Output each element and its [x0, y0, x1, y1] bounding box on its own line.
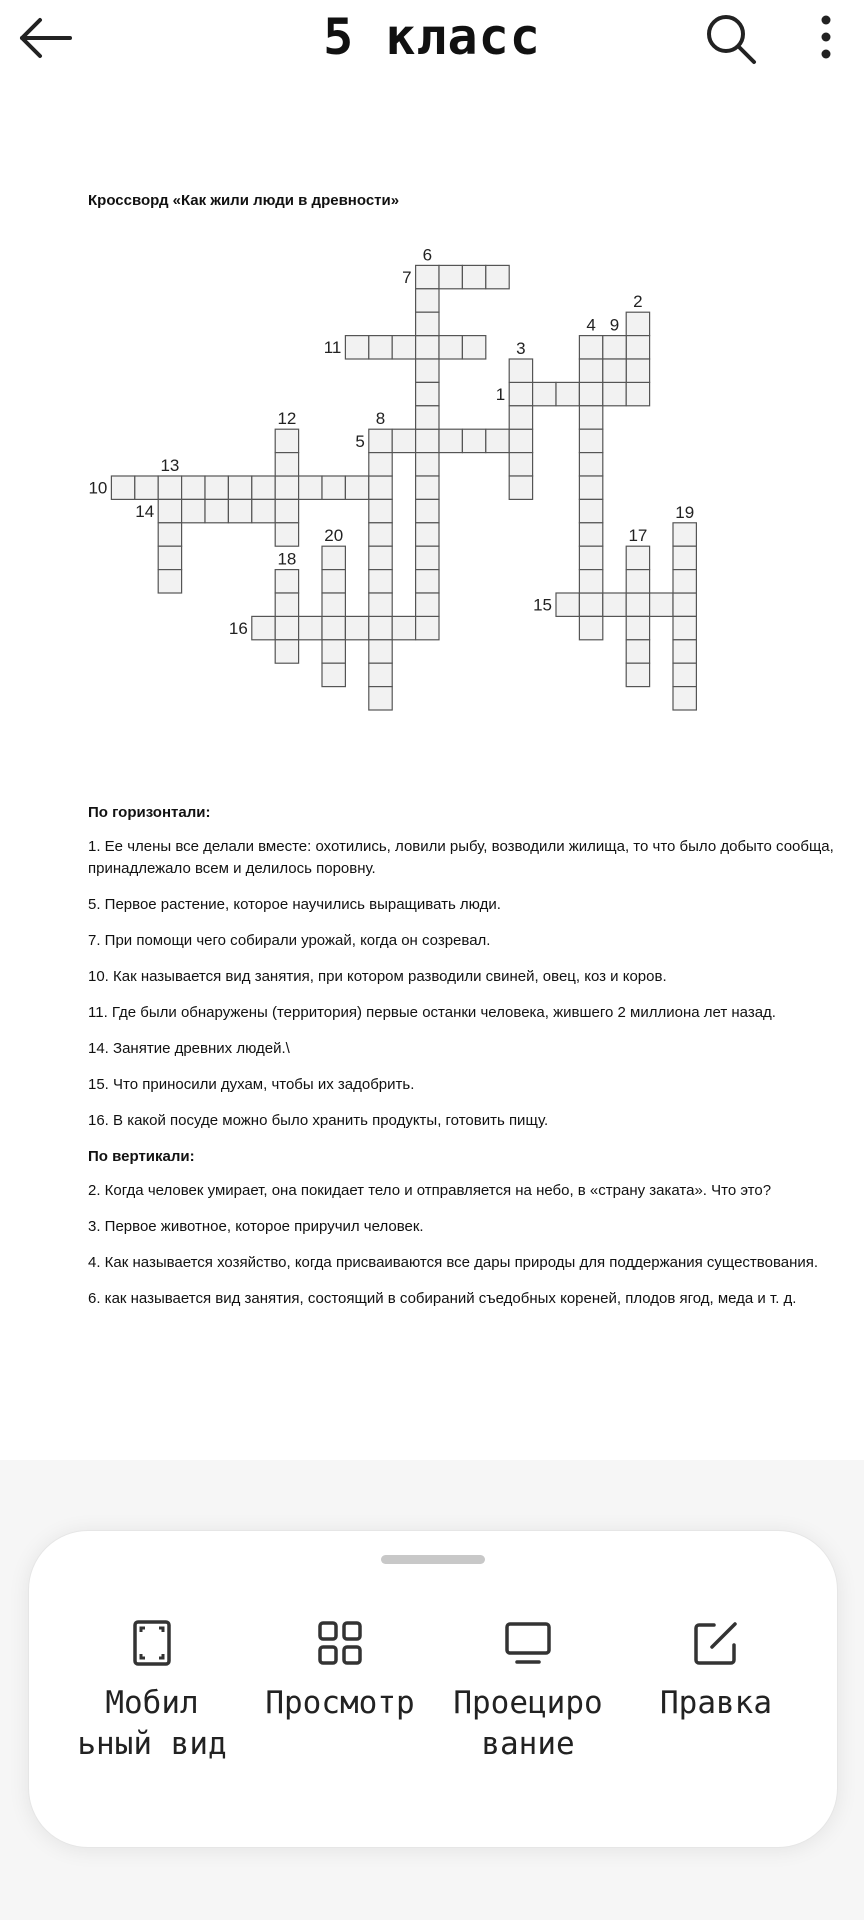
crossword-cell: [579, 476, 602, 499]
crossword-cell: [369, 336, 392, 359]
monitor-icon: [502, 1617, 554, 1669]
crossword-cell: [673, 640, 696, 663]
crossword-cell: [369, 546, 392, 569]
crossword-cell: [369, 593, 392, 616]
crossword-cell: [299, 476, 322, 499]
crossword-cell: [182, 476, 205, 499]
crossword-number: 9: [609, 315, 620, 335]
crossword-cell: [579, 453, 602, 476]
down-clue: 6. как называется вид занятия, состоящий в собираний съедобных кореней, плодов ягод, меда и т. д.: [88, 1290, 797, 1307]
edit-label: Правка: [660, 1685, 772, 1721]
crossword-cell: [416, 453, 439, 476]
crossword-cell: [299, 616, 322, 639]
crossword-cell: [369, 687, 392, 710]
crossword-cell: [626, 593, 649, 616]
crossword-cell: [416, 336, 439, 359]
crossword-cell: [626, 570, 649, 593]
more-options-button[interactable]: [806, 12, 846, 68]
crossword-cell: [369, 453, 392, 476]
crossword-number: 8: [375, 409, 386, 429]
crossword-number: 11: [323, 338, 342, 358]
crossword-number: 16: [228, 618, 248, 638]
crossword-cell: [182, 499, 205, 522]
crossword-cell: [673, 593, 696, 616]
crossword-cell: [556, 593, 579, 616]
page-title: 5 класс: [323, 8, 541, 66]
projection-button[interactable]: [433, 1617, 623, 1765]
crossword-cell: [673, 570, 696, 593]
crossword-cell: [205, 499, 228, 522]
crossword-cell: [579, 593, 602, 616]
crossword-cell: [369, 476, 392, 499]
crossword-cell: [369, 429, 392, 452]
mobile-view-label: Мобил ьный вид: [77, 1685, 227, 1762]
crossword-cell: [416, 289, 439, 312]
crossword-cell: [416, 382, 439, 405]
crossword-cell: [626, 359, 649, 382]
crossword-cell: [673, 663, 696, 686]
crossword-cell: [345, 476, 368, 499]
down-clue: 3. Первое животное, которое приручил человек.: [88, 1218, 424, 1235]
crossword-number: 7: [402, 267, 412, 287]
crossword-cell: [158, 523, 181, 546]
crossword-cell: [416, 593, 439, 616]
crossword-cell: [252, 476, 275, 499]
crossword-cell: [322, 663, 345, 686]
crossword-cell: [579, 546, 602, 569]
crossword-number: 13: [160, 456, 180, 475]
crossword-cell: [439, 429, 462, 452]
crossword-cell: [252, 616, 275, 639]
crossword-cell: [416, 546, 439, 569]
crossword-cell: [275, 429, 298, 452]
crossword-cell: [369, 663, 392, 686]
search-button[interactable]: [702, 10, 760, 68]
crossword-cell: [322, 616, 345, 639]
across-clue: 15. Что приносили духам, чтобы их задобрить.: [88, 1076, 415, 1093]
crossword-cell: [275, 593, 298, 616]
crossword-cell: [416, 570, 439, 593]
grid-view-icon: [314, 1617, 366, 1669]
crossword-cell: [158, 499, 181, 522]
edit-button[interactable]: [621, 1617, 811, 1724]
crossword-cell: [275, 616, 298, 639]
across-heading: По горизонтали:: [88, 804, 211, 821]
crossword-cell: [158, 476, 181, 499]
crossword-cell: [509, 359, 532, 382]
crossword-cell: [579, 570, 602, 593]
crossword-cell: [439, 336, 462, 359]
mobile-view-button[interactable]: [57, 1617, 247, 1765]
across-clue: 14. Занятие древних людей.\: [88, 1040, 290, 1057]
crossword-cell: [603, 359, 626, 382]
crossword-cell: [603, 593, 626, 616]
crossword-cell: [416, 265, 439, 288]
crossword-cell: [626, 663, 649, 686]
search-icon: [702, 10, 760, 68]
crossword-number: 17: [628, 526, 648, 546]
crossword-cell: [579, 499, 602, 522]
crossword-cell: [275, 523, 298, 546]
crossword-cell: [673, 687, 696, 710]
crossword-cell: [369, 523, 392, 546]
crossword-number: 2: [633, 292, 643, 312]
crossword-cell: [579, 382, 602, 405]
crossword-cell: [416, 616, 439, 639]
crossword-number: 6: [422, 245, 433, 265]
crossword-cell: [509, 429, 532, 452]
crossword-cell: [673, 523, 696, 546]
down-clue: 4. Как называется хозяйство, когда присваиваются все дары природы для поддержания существования.: [88, 1254, 819, 1271]
crossword-cell: [228, 499, 251, 522]
crossword-cell: [322, 640, 345, 663]
crossword-cell: [416, 429, 439, 452]
crossword-number: 4: [586, 315, 596, 335]
crossword-cell: [322, 570, 345, 593]
mobile-view-icon: [126, 1617, 178, 1669]
clues-section: [88, 802, 843, 1324]
across-clue: 11. Где были обнаружены (территория) первые останки человека, жившего 2 миллиона лет назад.: [88, 1004, 776, 1021]
crossword-cell: [369, 640, 392, 663]
crossword-number: 12: [277, 409, 297, 429]
crossword-cell: [416, 359, 439, 382]
edit-icon: [690, 1617, 742, 1669]
sheet-drag-handle[interactable]: [381, 1555, 485, 1564]
down-heading: По вертикали:: [88, 1148, 195, 1165]
crossword-cell: [579, 336, 602, 359]
crossword-cell: [416, 523, 439, 546]
crossword-cell: [275, 640, 298, 663]
crossword-cell: [345, 616, 368, 639]
crossword-cell: [135, 476, 158, 499]
crossword-number: 1: [495, 384, 506, 404]
across-clue: 16. В какой посуде можно было хранить продукты, готовить пищу.: [88, 1112, 549, 1129]
crossword-cell: [392, 429, 415, 452]
crossword-cell: [275, 570, 298, 593]
crossword-cell: [626, 546, 649, 569]
view-label: Просмотр: [265, 1685, 415, 1721]
document-title: Кроссворд «Как жили люди в древности»: [88, 192, 400, 209]
crossword-cell: [228, 476, 251, 499]
crossword-number: 18: [277, 549, 297, 569]
crossword-number: 19: [675, 502, 695, 522]
crossword-cell: [579, 406, 602, 429]
across-clue: 5. Первое растение, которое научились выращивать люди.: [88, 896, 501, 913]
crossword-cell: [626, 336, 649, 359]
crossword-cell: [462, 336, 485, 359]
crossword-cell: [486, 265, 509, 288]
app-bar: [0, 0, 864, 80]
bottom-sheet: [28, 1530, 838, 1848]
crossword-cell: [275, 453, 298, 476]
crossword-number: 3: [516, 339, 526, 358]
crossword-number: 10: [88, 478, 108, 498]
crossword-number: 15: [533, 595, 552, 615]
crossword-cell: [252, 499, 275, 522]
crossword-cell: [158, 570, 181, 593]
crossword-cell: [392, 616, 415, 639]
crossword-cell: [673, 616, 696, 639]
crossword-cell: [509, 453, 532, 476]
document-page: [0, 80, 864, 1460]
across-clue: 10. Как называется вид занятия, при котором разводили свиней, овец, коз и коров.: [88, 968, 667, 985]
crossword-cell: [439, 265, 462, 288]
crossword-cell: [486, 429, 509, 452]
crossword-cell: [322, 593, 345, 616]
crossword-number: 5: [355, 431, 365, 451]
crossword-cell: [533, 382, 556, 405]
crossword-cell: [626, 382, 649, 405]
crossword-cell: [416, 406, 439, 429]
crossword-cell: [369, 499, 392, 522]
crossword-cell: [275, 499, 298, 522]
crossword-cell: [603, 336, 626, 359]
crossword-cell: [369, 616, 392, 639]
crossword-cell: [369, 570, 392, 593]
across-clue: 1. Ее члены все делали вместе: охотились, ловили рыбу, возводили жилища, то что было добыто сообща, принадлежало всем и делилось поровну.: [88, 838, 834, 877]
crossword-cell: [556, 382, 579, 405]
crossword-cell: [111, 476, 134, 499]
crossword-cell: [416, 312, 439, 335]
crossword-cell: [509, 406, 532, 429]
crossword-cell: [462, 429, 485, 452]
crossword-cell: [462, 265, 485, 288]
crossword-cell: [603, 382, 626, 405]
crossword-cell: [275, 476, 298, 499]
crossword-cell: [579, 359, 602, 382]
crossword-cell: [579, 523, 602, 546]
crossword-cell: [579, 429, 602, 452]
crossword-cell: [626, 312, 649, 335]
crossword-cell: [345, 336, 368, 359]
view-button[interactable]: [245, 1617, 435, 1724]
projection-label: Проециро вание: [453, 1685, 603, 1762]
crossword-cell: [416, 476, 439, 499]
crossword-grid: [0, 220, 864, 810]
crossword-number: 14: [135, 501, 155, 521]
crossword-cell: [673, 546, 696, 569]
down-clue: 2. Когда человек умирает, она покидает тело и отправляется на небо, в «страну заката». Что это?: [88, 1182, 772, 1199]
crossword-cell: [205, 476, 228, 499]
across-clue: 7. При помощи чего собирали урожай, когда он созревал.: [88, 932, 491, 949]
more-vertical-icon: [806, 12, 846, 68]
crossword-cell: [650, 593, 673, 616]
crossword-cell: [158, 546, 181, 569]
crossword-cell: [626, 616, 649, 639]
crossword-cell: [322, 546, 345, 569]
crossword-cell: [416, 499, 439, 522]
crossword-cell: [392, 336, 415, 359]
crossword-cell: [579, 616, 602, 639]
crossword-number: 20: [324, 526, 344, 546]
crossword-cell: [322, 476, 345, 499]
crossword-cell: [509, 382, 532, 405]
crossword-cell: [626, 640, 649, 663]
crossword-cell: [509, 476, 532, 499]
